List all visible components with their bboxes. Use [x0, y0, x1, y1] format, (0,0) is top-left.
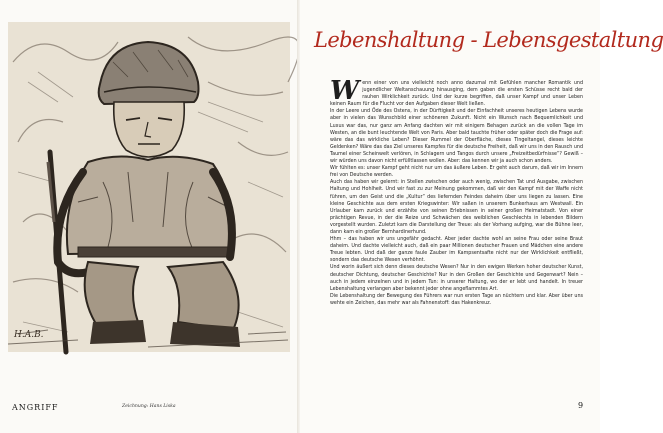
paragraph: Die Lebenshaltung der Bewegung des Führers war nun ersten Tage an nüchtern und klar. Aber über uns wehte ein Zeichen, das mehr war als Fahnenstoff: das Hakenkreuz. [330, 293, 583, 306]
illustration-caption: Zeichnung: Hans Liska [122, 404, 176, 409]
paragraph: enn einer von uns vielleicht noch anno dazumal mit Gefühlen mancher Romantik und jugendlicher Weltanschauung hinausging, dem gaben die ersten Schüsse recht bald der rauhen Wirklichkeit zurück. Und der kurze begriffen, daß unser Kampf und unser Leben keinen Raum für die Flucht vor den Aufgaben dieser Welt ließen. [330, 81, 583, 108]
paragraph: Und worin äußert sich denn dieses deutsche Wesen? Nur in den ewigen Werken hoher deutscher Kunst, deutscher Dichtung, deutscher Geschichte? Nur in den Großen der Geschichte und Gegenwart? Nein – auch in jedem einzelnen und in jedem Tun: in unserer Haltung, wo der er lebt und handelt. In treuer Lebenshaltung verlangen aber bekennt jeder ohne angeflammtes Art. [330, 265, 583, 292]
drop-cap: W [330, 76, 360, 106]
artist-signature: H.A.B. [14, 330, 44, 340]
page-number: 9 [578, 401, 584, 410]
paragraph: Auch das haben wir gelernt: in Stellen zwischen oder auch wenig, zwischen Tat und Ausgabe, zwischen Haltung und Hohlheit. Und wir fast zu zur Meinung gekommen, daß wir den Kampf mit der Waffe nicht führen, um den Geist und die „Kultur“ des liefernden Feindes daheim über uns liegen zu lassen. Eine kleine Geschichte aus dem ersten Kriegswinter: Wir saßen in unserem Bunkerhaus am Westwall. Ein Urlauber kam zurück und erzählte von seinen Erlebnissen in seiner großen Heimatstadt. Von einer prächtigen Revue, in der die Reize und Schwächen des weiblichen Geschlechts in lebenden Bildern vorgestellt wurden. Zuletzt kam die Darstellung der Treue: als der Vorhang aufging, war die Bühne leer, dann kam ein großer Bernhardinerhund. [330, 180, 583, 235]
paragraph: Wir fühlten es: unser Kampf geht nicht nur um das äußere Leben. Er geht auch darum, daß wir im Innern frei von Deutsche werden. [330, 166, 583, 179]
article-heading: Lebenshaltung - Lebensgestaltung [314, 28, 663, 52]
soldier-illustration [8, 22, 290, 352]
paragraph: In der Leere und Öde des Ostens, in der Dürftigkeit und der Einfachheit unseres heutigen Lebens wurde aber in vielen das Wunschbild einer schöneren Zukunft. Nicht ein Wunsch nach Bequemlichkeit und Luxus war das, nur ganz am Anfang dachten wir mit einigem Behagen zurück an die vollen Tage im Westen, an die bunt leuchtende Welt von Paris. Aber bald tauchte früher oder später doch die Frage auf: wäre das das wirkliche Leben? Dieser Rummel der Oberfläche, dieses Tingeltangel, dieses leichte Geldenken? Wäre das das Ziel unseres Kampfes für die deutsche Freiheit, daß wir uns in den Rausch und Taumel einer Scheinwelt verlören, in Schlagern und Tangos durch unsere „Freizeitbedürfnisse“? Gewiß – wir würden uns davon nicht erfülltlassen wollen. Aber: das kennen wir ja auch schon anders. [330, 109, 583, 165]
right-page [300, 0, 663, 433]
magazine-name: ANGRIFF [12, 403, 59, 412]
article-body [330, 76, 583, 395]
left-page [0, 0, 298, 433]
soldier-drawing [8, 22, 290, 352]
left-footer [12, 403, 292, 415]
paragraph: Hhm – das haben wir uns ungefähr gedacht. Aber jeder dachte wohl an seine Frau oder seine Braut daheim. Und dachte vielleicht auch, daß ein paar Millionen deutscher Frauen und Mädchen eine andere Treue lebten. Und daß der ganze faule Zauber im Kampsentsafte nicht nur der Wirklichkeit entfließt, sondern das deutsche Wesen verhöhnt. [330, 237, 583, 264]
